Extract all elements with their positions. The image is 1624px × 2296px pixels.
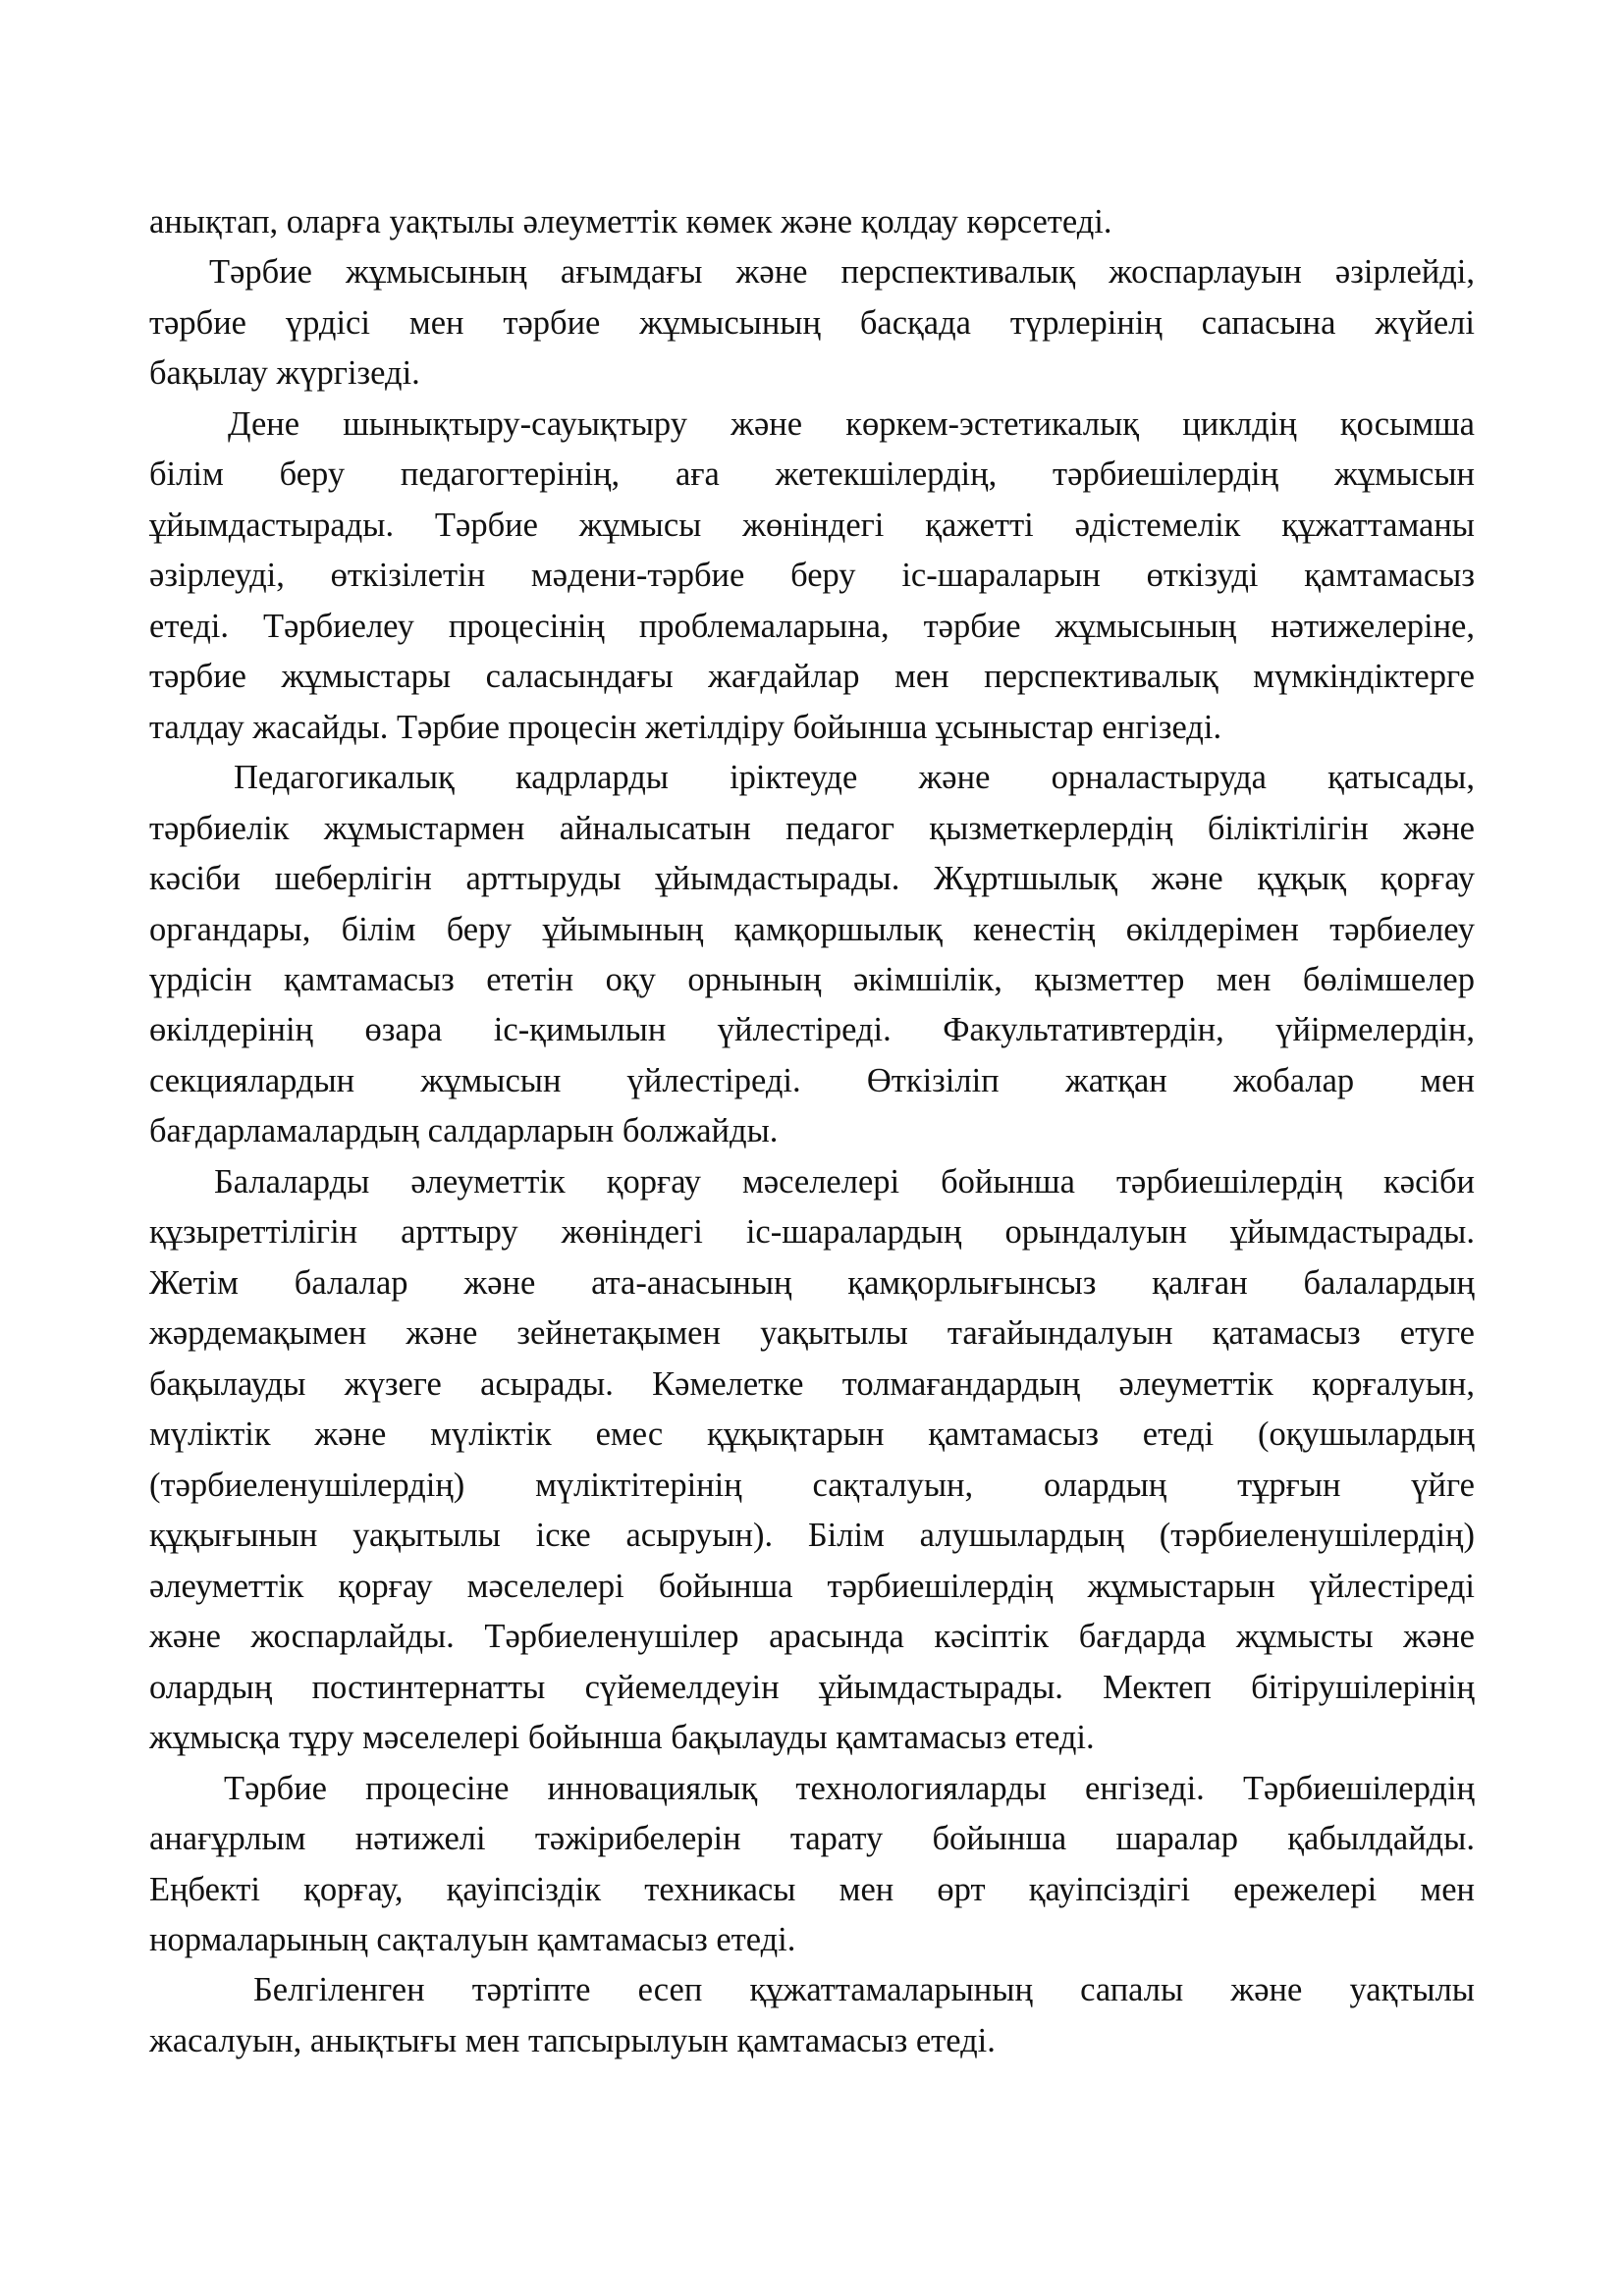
text-line: бақылау жүргізеді. bbox=[149, 354, 420, 392]
text-line: етеді. Тәрбиелеу процесінің проблемаларына, тәрбие жұмысының нәтижелеріне, bbox=[149, 608, 1475, 645]
text-line: Жетім балалар және ата-анасының қамқорлығынсыз қалған балалардың bbox=[149, 1264, 1475, 1302]
text-line: жәрдемақымен және зейнетақымен уақытылы тағайындалуын қатамасыз етуге bbox=[149, 1314, 1475, 1352]
text-line: тәрбие жұмыстары саласындағы жағдайлар мен перспективалық мүмкіндіктерге bbox=[149, 658, 1475, 695]
text-line: Тәрбие процесіне инновациялық технологияларды енгізеді. Тәрбиешілердің bbox=[224, 1770, 1475, 1807]
text-line: анағұрлым нәтижелі тәжірибелерін тарату бойынша шаралар қабылдайды. bbox=[149, 1820, 1475, 1857]
text-line: бақылауды жүзеге асырады. Кәмелетке толмағандардың әлеуметтік қорғалуын, bbox=[149, 1365, 1475, 1403]
text-line: үрдісін қамтамасыз ететін оқу орнының әкімшілік, қызметтер мен бөлімшелер bbox=[149, 961, 1475, 998]
text-line: тәрбие үрдісі мен тәрбие жұмысының басқада түрлерінің сапасына жүйелі bbox=[149, 304, 1475, 342]
text-line: ұйымдастырады. Тәрбие жұмысы жөніндегі қажетті әдістемелік құжаттаманы bbox=[149, 507, 1475, 544]
text-line: секциялардын жұмысын үйлестіреді. Өткізіліп жатқан жобалар мен bbox=[149, 1062, 1475, 1099]
text-line: мүліктік және мүліктік емес құқықтарын қамтамасыз етеді (оқушылардың bbox=[149, 1415, 1475, 1453]
text-line: кәсіби шеберлігін арттыруды ұйымдастырады. Жұртшылық және құқық қорғау bbox=[149, 860, 1475, 897]
text-line: Белгіленген тәртіпте есеп құжаттамаларының сапалы және уақтылы bbox=[253, 1971, 1475, 2008]
text-line: білім беру педагогтерінің, аға жетекшілердің, тәрбиешілердің жұмысын bbox=[149, 455, 1475, 493]
text-line: талдау жасайды. Тәрбие процесін жетілдіру бойынша ұсыныстар енгізеді. bbox=[149, 709, 1222, 746]
text-line: нормаларының сақталуын қамтамасыз етеді. bbox=[149, 1921, 796, 1958]
text-line: органдары, білім беру ұйымының қамқоршылық кенестің өкілдерімен тәрбиелеу bbox=[149, 911, 1475, 948]
text-line: жасалуын, анықтығы мен тапсырылуын қамтамасыз етеді. bbox=[149, 2022, 996, 2059]
text-line: Еңбекті қорғау, қауіпсіздік техникасы мен өрт қауіпсіздігі ережелері мен bbox=[149, 1871, 1475, 1908]
text-line: құқығынын уақытылы іске асыруын). Білім алушылардың (тәрбиеленушілердің) bbox=[149, 1517, 1475, 1554]
text-line: (тәрбиеленушілердің) мүліктітерінің сақталуын, олардың тұрғын үйге bbox=[149, 1467, 1475, 1504]
text-line: Балаларды әлеуметтік қорғау мәселелері бойынша тәрбиешілердің кәсіби bbox=[214, 1163, 1475, 1201]
text-line: әлеуметтік қорғау мәселелері бойынша тәрбиешілердің жұмыстарын үйлестіреді bbox=[149, 1568, 1475, 1605]
text-line: және жоспарлайды. Тәрбиеленушілер арасында кәсіптік бағдарда жұмысты және bbox=[149, 1618, 1475, 1655]
text-line: Тәрбие жұмысының ағымдағы және перспективалық жоспарлауын әзірлейді, bbox=[209, 253, 1475, 291]
text-line: өкілдерінің өзара іс-қимылын үйлестіреді. Факультативтердін, үйірмелердін, bbox=[149, 1011, 1475, 1048]
text-line: бағдарламалардың салдарларын болжайды. bbox=[149, 1112, 779, 1149]
text-line: құзыреттілігін арттыру жөніндегі іс-шаралардың орындалуын ұйымдастырады. bbox=[149, 1213, 1475, 1251]
text-line: Педагогикалық кадрларды іріктеуде және орналастыруда қатысады, bbox=[234, 759, 1475, 796]
text-line: Дене шынықтыру-сауықтыру және көркем-эстетикалық циклдің қосымша bbox=[228, 405, 1475, 443]
text-line: олардың постинтернатты сүйемелдеуін ұйымдастырады. Мектеп бітірушілерінің bbox=[149, 1669, 1475, 1706]
text-line: тәрбиелік жұмыстармен айналысатын педагог қызметкерлердің біліктілігін және bbox=[149, 810, 1475, 847]
text-line: әзірлеуді, өткізілетін мәдени-тәрбие беру іс-шараларын өткізуді қамтамасыз bbox=[149, 557, 1475, 594]
text-line: жұмысқа тұру мәселелері бойынша бақылауды қамтамасыз етеді. bbox=[149, 1719, 1095, 1756]
text-line: анықтап, оларға уақтылы әлеуметтік көмек және қолдау көрсетеді. bbox=[149, 203, 1112, 240]
